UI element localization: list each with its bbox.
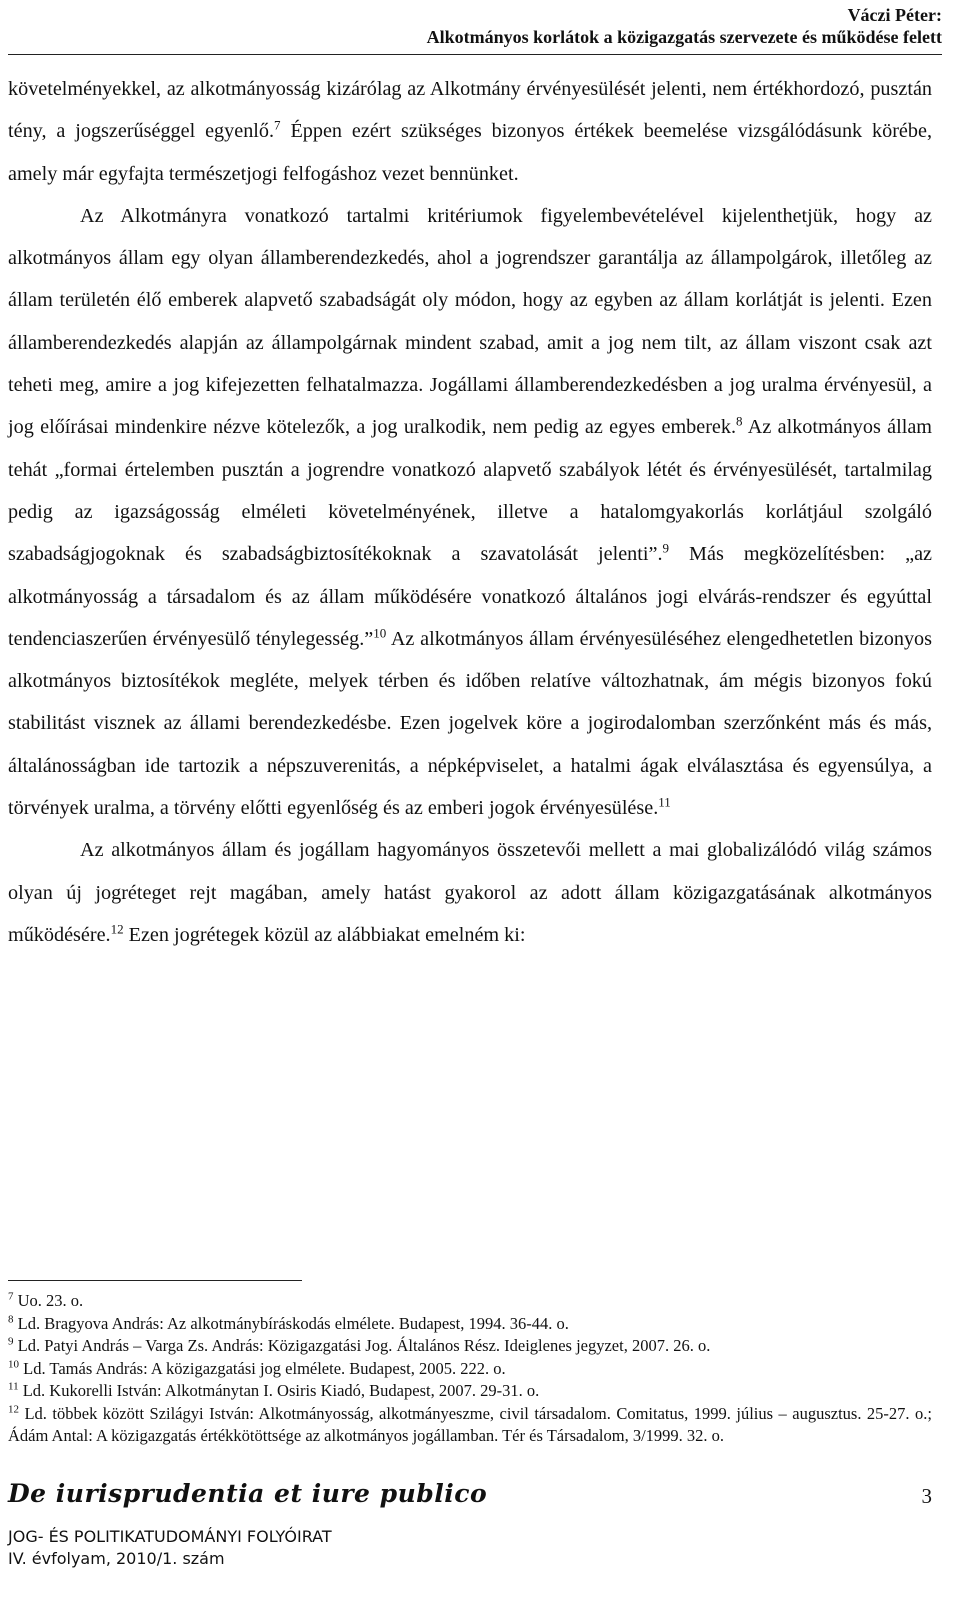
footnote-ref-10[interactable]: 10 xyxy=(373,625,387,641)
header-divider xyxy=(8,54,942,55)
footnote xyxy=(8,1403,932,1448)
paragraph-text: Éppen ezért szükséges bizonyos értékek beemelése vizsgálódásunk körébe, amely már egyfajta természetjogi felfogáshoz vezet bennünket. xyxy=(8,120,932,185)
paragraph-1 xyxy=(8,68,932,195)
header-author: Váczi Péter: xyxy=(847,5,942,25)
page-header xyxy=(242,0,942,48)
footnote xyxy=(8,1335,932,1358)
footnote xyxy=(8,1358,932,1381)
footnote-number: 12 xyxy=(8,1403,19,1415)
paragraph-text: Ezen jogrétegek közül az alábbiakat emelném ki: xyxy=(123,923,526,946)
paragraph-text: Más megközelítésben: „az alkotmányosság a társadalom és az állam működésére vonatkozó általános jogi elvárás-rendszer és egyúttal tendenciaszerűen érvényesülő ténylegesség.” xyxy=(8,543,932,650)
footnote xyxy=(8,1313,932,1336)
page-number: 3 xyxy=(921,1484,932,1508)
footnote-ref-11[interactable]: 11 xyxy=(658,794,671,810)
footnote-text: Ld. Bragyova András: Az alkotmánybíráskodás elmélete. Budapest, 1994. 36-44. o. xyxy=(13,1313,569,1333)
paragraph-2 xyxy=(8,195,932,829)
footnote-text: Ld. Kukorelli István: Alkotmánytan I. Osiris Kiadó, Budapest, 2007. 29-31. o. xyxy=(18,1381,540,1400)
footnote xyxy=(8,1380,932,1403)
footnote-text: Ld. többek között Szilágyi István: Alkotmányosság, alkotmányeszme, civil társadalom. Comitatus, 1999. július – augusztus. 25-27. o.; Ádám Antal: A közigazgatás értékkötöttsége az alkotmányos jogállamban. Tér és Társadalom, 3/1999. 32. o. xyxy=(8,1403,932,1445)
footnote-text: Ld. Tamás András: A közigazgatási jog elmélete. Budapest, 2005. 222. o. xyxy=(19,1358,506,1378)
paragraph-text: Az alkotmányos állam tehát „formai értelemben pusztán a jogrendre vonatkozó alapvető szabályok létét és érvényesülését, tartalmilag pedig az igazságosság elméleti követelményének, illetve a hatalomgyakorlás korlátjául szolgáló szabadságjogoknak és szabadságbiztosítékoknak a szavatolását jelenti”. xyxy=(8,416,932,566)
paragraph-3 xyxy=(8,829,932,956)
footnote-ref-8[interactable]: 8 xyxy=(736,413,743,429)
footnote-ref-7[interactable]: 7 xyxy=(274,117,281,133)
journal-info xyxy=(8,1526,332,1570)
paragraph-text: Az alkotmányos állam érvényesüléséhez elengedhetetlen bizonyos alkotmányos biztosítékok megléte, melyek térben és időben relatíve változhatnak, ám mégis bizonyos fokú stabilitást visznek az állami berendezkedésbe. Ezen jogelvek köre a jogirodalomban szerzőnként más és más, általánosságban ide tartozik a népszuverenitás, a népképviselet, a hatalmi ágak elválasztása és egyensúlya, a törvények uralma, a törvény előtti egyenlőség és az emberi jogok érvényesülése. xyxy=(8,627,932,820)
footnote-ref-12[interactable]: 12 xyxy=(110,921,124,937)
footnote-text: Uo. 23. o. xyxy=(13,1291,84,1310)
journal-issue: IV. évfolyam, 2010/1. szám xyxy=(8,1549,225,1568)
paragraph-text: Az alkotmányos állam és jogállam hagyományos összetevői mellett a mai globalizálódó világ számos olyan új jogréteget rejt magában, amely hatást gyakorol az adott állam közigazgatásának alkotmányos működésére. xyxy=(8,839,932,946)
journal-name: JOG- ÉS POLITIKATUDOMÁNYI FOLYÓIRAT xyxy=(8,1527,332,1546)
paragraph-text: Az Alkotmányra vonatkozó tartalmi kritériumok figyelembevételével kijelenthetjük, hogy az alkotmányos állam egy olyan államberendezkedés, ahol a jogrendszer garantálja az állampolgárok, illetőleg az állam területén élő emberek alapvető szabadságát oly módon, hogy az egyben az állam korlátját is jelenti. Ezen államberendezkedés alapján az állampolgárnak mindent szabad, amit a jog nem tilt, az állam viszont csak azt teheti meg, amire a jog kifejezetten felhatalmazza. Jogállami államberendezkedésben a jog uralma érvényesül, a jog előírásai mindenkire nézve kötelezők, a jog uralkodik, nem pedig az egyes emberek. xyxy=(8,204,932,439)
footer-motto: De iurisprudentia et iure publico xyxy=(8,1479,488,1508)
footnote-divider xyxy=(8,1280,302,1281)
footnote-number: 7 xyxy=(8,1290,14,1303)
footnote-number: 10 xyxy=(8,1358,19,1370)
footnote xyxy=(8,1290,932,1313)
header-title: Alkotmányos korlátok a közigazgatás szervezete és működése felett xyxy=(426,27,942,47)
body-text xyxy=(8,68,932,956)
footnote-number: 11 xyxy=(8,1380,19,1393)
paragraph-text: követelményekkel, az alkotmányosság kizárólag az Alkotmány érvényesülését jelenti, nem értékhordozó, pusztán tény, a jogszerűséggel egyenlő. xyxy=(8,78,932,143)
footnote-number: 8 xyxy=(8,1313,14,1325)
footnote-number: 9 xyxy=(8,1335,14,1348)
footnotes xyxy=(8,1290,932,1448)
footnote-text: Ld. Patyi András – Varga Zs. András: Közigazgatási Jog. Általános Rész. Ideiglenes jegyzet, 2007. 26. o. xyxy=(13,1336,711,1355)
footnote-ref-9[interactable]: 9 xyxy=(662,540,670,556)
